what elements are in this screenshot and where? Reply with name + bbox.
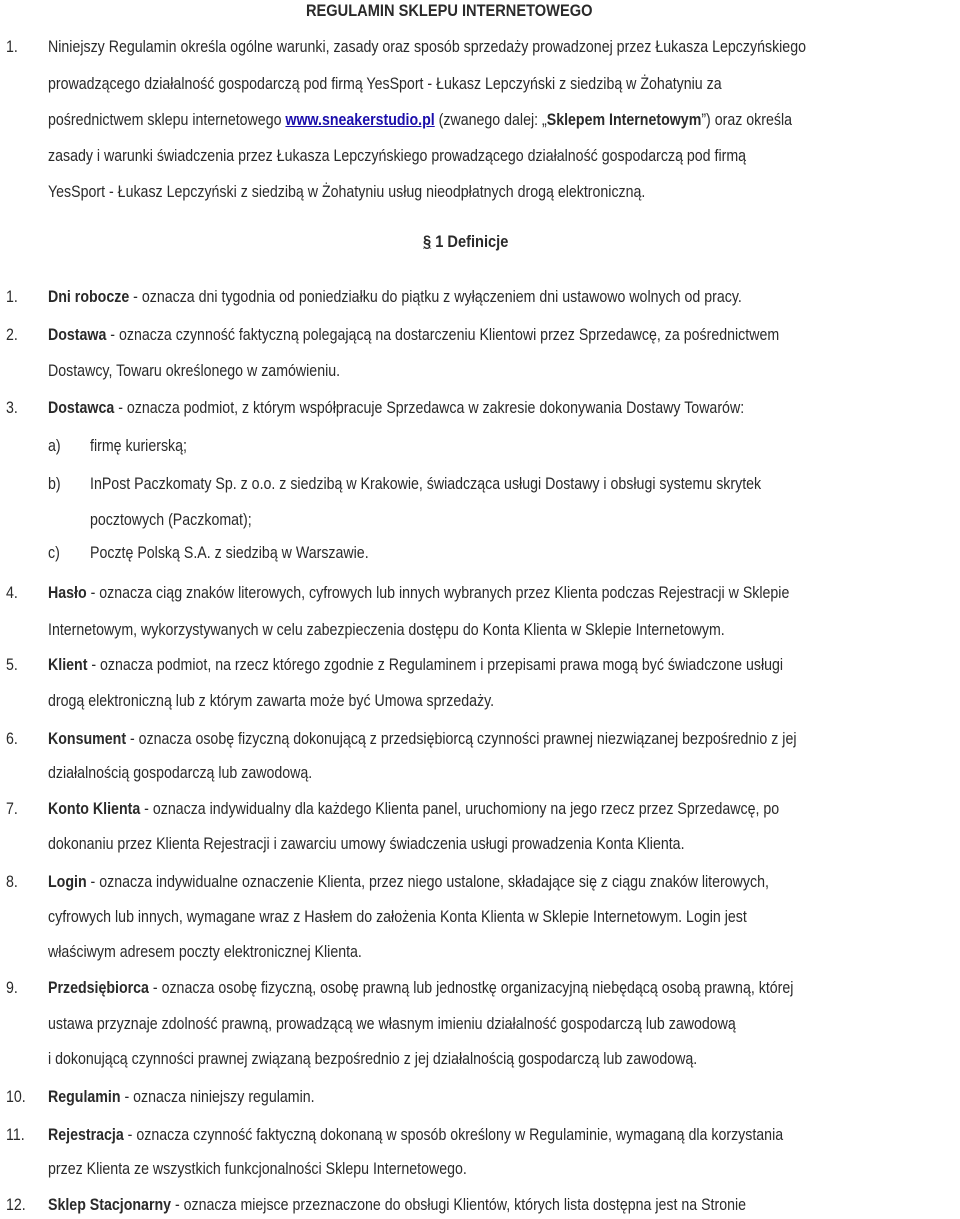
definition-term: Przedsiębiorca [48,979,149,997]
intro-line: Niniejszy Regulamin określa ogólne warunki, zasady oraz sposób sprzedaży prowadzonej przez Łukasza Lepczyńskiego [48,38,806,56]
intro-text: (zwanego dalej: „ [434,111,547,129]
intro-line: zasady i warunki świadczenia przez Łukasza Lepczyńskiego prowadzącego działalność gospodarczą pod firmą [48,147,747,165]
intro-text: pośrednictwem sklepu internetowego [48,111,286,129]
sublist-text: InPost Paczkomaty Sp. z o.o. z siedzibą w Krakowie, świadcząca usługi Dostawy i obsługi systemu skrytek [90,475,762,493]
definition-text: drogą elektroniczną lub z którym zawarta może być Umowa sprzedaży. [48,692,495,710]
definition-number: 11. [6,1126,25,1144]
intro-text: ”) oraz określa [701,111,793,129]
definition-item [48,287,742,307]
intro-line: prowadzącego działalność gospodarczą pod firmą YesSport - Łukasz Lepczyński z siedzibą w Żohatyniu za [48,75,722,93]
definition-text: - oznacza osobę fizyczną, osobę prawną lub jednostkę organizacyjną niebędącą osobą prawną, której [148,979,794,997]
definition-term: Konsument [48,730,127,748]
definition-number: 4. [6,584,18,602]
section-title: 1 Definicje [435,232,509,251]
intro-number: 1. [6,38,18,56]
definition-item [48,583,789,603]
paragraph-symbol: § [423,232,432,251]
definition-item [48,1087,315,1107]
store-website-link[interactable]: www.sneakerstudio.pl [285,111,435,129]
intro-line [48,110,792,130]
definition-number: 7. [6,800,18,818]
definition-text: - oznacza ciąg znaków literowych, cyfrowych lub innych wybranych przez Klienta podczas Rejestracji w Sklepie [86,584,790,602]
document-title: REGULAMIN SKLEPU INTERNETOWEGO [306,1,593,20]
definition-item [48,398,744,418]
sublist-text: pocztowych (Paczkomat); [90,511,252,529]
sublist-letter: a) [48,437,61,455]
definition-text: i dokonującą czynności prawnej związaną bezpośrednio z jej działalnością gospodarczą lub zawodową. [48,1050,698,1068]
definition-text: - oznacza indywidualne oznaczenie Klienta, przez niego ustalone, składające się z ciągu znaków literowych, [86,873,769,891]
definition-text: - oznacza niniejszy regulamin. [120,1088,315,1106]
definition-term: Konto Klienta [48,800,141,818]
sublist-text: Pocztę Polską S.A. z siedzibą w Warszawie. [90,544,369,562]
definition-text: - oznacza osobę fizyczną dokonującą z przedsiębiorcą czynności prawnej niezwiązanej bezpośrednio z jej [126,730,797,748]
definition-item [48,325,779,345]
definition-text: - oznacza czynność faktyczną dokonaną w sposób określony w Regulaminie, wymaganą dla korzystania [123,1126,784,1144]
definition-text: cyfrowych lub innych, wymagane wraz z Hasłem do założenia Konta Klienta w Sklepie Internetowym. Login jest [48,908,747,926]
definition-item [48,872,769,892]
definition-text: - oznacza podmiot, na rzecz którego zgodnie z Regulaminem i przepisami prawa mogą być świadczone usługi [87,656,784,674]
definition-text: - oznacza czynność faktyczną polegającą na dostarczeniu Klientowi przez Sprzedawcę, za pośrednictwem [106,326,780,344]
sublist-letter: b) [48,475,61,493]
sublist-text: firmę kurierską; [90,437,187,455]
definition-term: Rejestracja [48,1126,124,1144]
intro-line: YesSport - Łukasz Lepczyński z siedzibą w Żohatyniu usług nieodpłatnych drogą elektroniczną. [48,183,646,201]
definition-item [48,1125,783,1145]
definition-term: Regulamin [48,1088,121,1106]
definition-text: Internetowym, wykorzystywanych w celu zabezpieczenia dostępu do Konta Klienta w Sklepie Internetowym. [48,621,725,639]
definition-text: działalnością gospodarczą lub zawodową. [48,764,313,782]
definition-text: ustawa przyznaje zdolność prawną, prowadzącą we własnym imieniu działalność gospodarczą lub zawodową [48,1015,736,1033]
definition-number: 10. [6,1088,26,1106]
definition-text: - oznacza podmiot, z którym współpracuje Sprzedawca w zakresie dokonywania Dostawy Towarów: [114,399,745,417]
definition-item [48,655,783,675]
definition-text: dokonaniu przez Klienta Rejestracji i zawarciu umowy świadczenia usługi prowadzenia Konta Klienta. [48,835,685,853]
section-heading [423,232,508,252]
definition-item [48,799,779,819]
definition-number: 8. [6,873,18,891]
definition-term: Dostawa [48,326,107,344]
definition-number: 2. [6,326,18,344]
definition-text: - oznacza dni tygodnia od poniedziałku do piątku z wyłączeniem dni ustawowo wolnych od pracy. [129,288,742,306]
definition-number: 5. [6,656,18,674]
definition-term: Login [48,873,87,891]
definition-number: 12. [6,1196,26,1214]
definition-term: Sklep Stacjonarny [48,1196,172,1214]
definition-term: Dni robocze [48,288,130,306]
definition-text: - oznacza indywidualny dla każdego Klienta panel, uruchomiony na jego rzecz przez Sprzedawcę, po [140,800,780,818]
defined-term: Sklepem Internetowym [546,111,702,129]
definition-item [48,978,793,998]
definition-text: przez Klienta ze wszystkich funkcjonalności Sklepu Internetowego. [48,1160,467,1178]
definition-number: 6. [6,730,18,748]
definition-term: Klient [48,656,88,674]
definition-term: Hasło [48,584,87,602]
definition-item [48,1195,746,1215]
definition-number: 3. [6,399,18,417]
definition-number: 9. [6,979,18,997]
definition-item [48,729,796,749]
definition-text: - oznacza miejsce przeznaczone do obsługi Klientów, których lista dostępna jest na Stronie [171,1196,747,1214]
definition-text: właściwym adresem poczty elektronicznej Klienta. [48,943,362,961]
definition-term: Dostawca [48,399,115,417]
sublist-letter: c) [48,544,60,562]
definition-number: 1. [6,288,18,306]
definition-text: Dostawcy, Towaru określonego w zamówieniu. [48,362,341,380]
